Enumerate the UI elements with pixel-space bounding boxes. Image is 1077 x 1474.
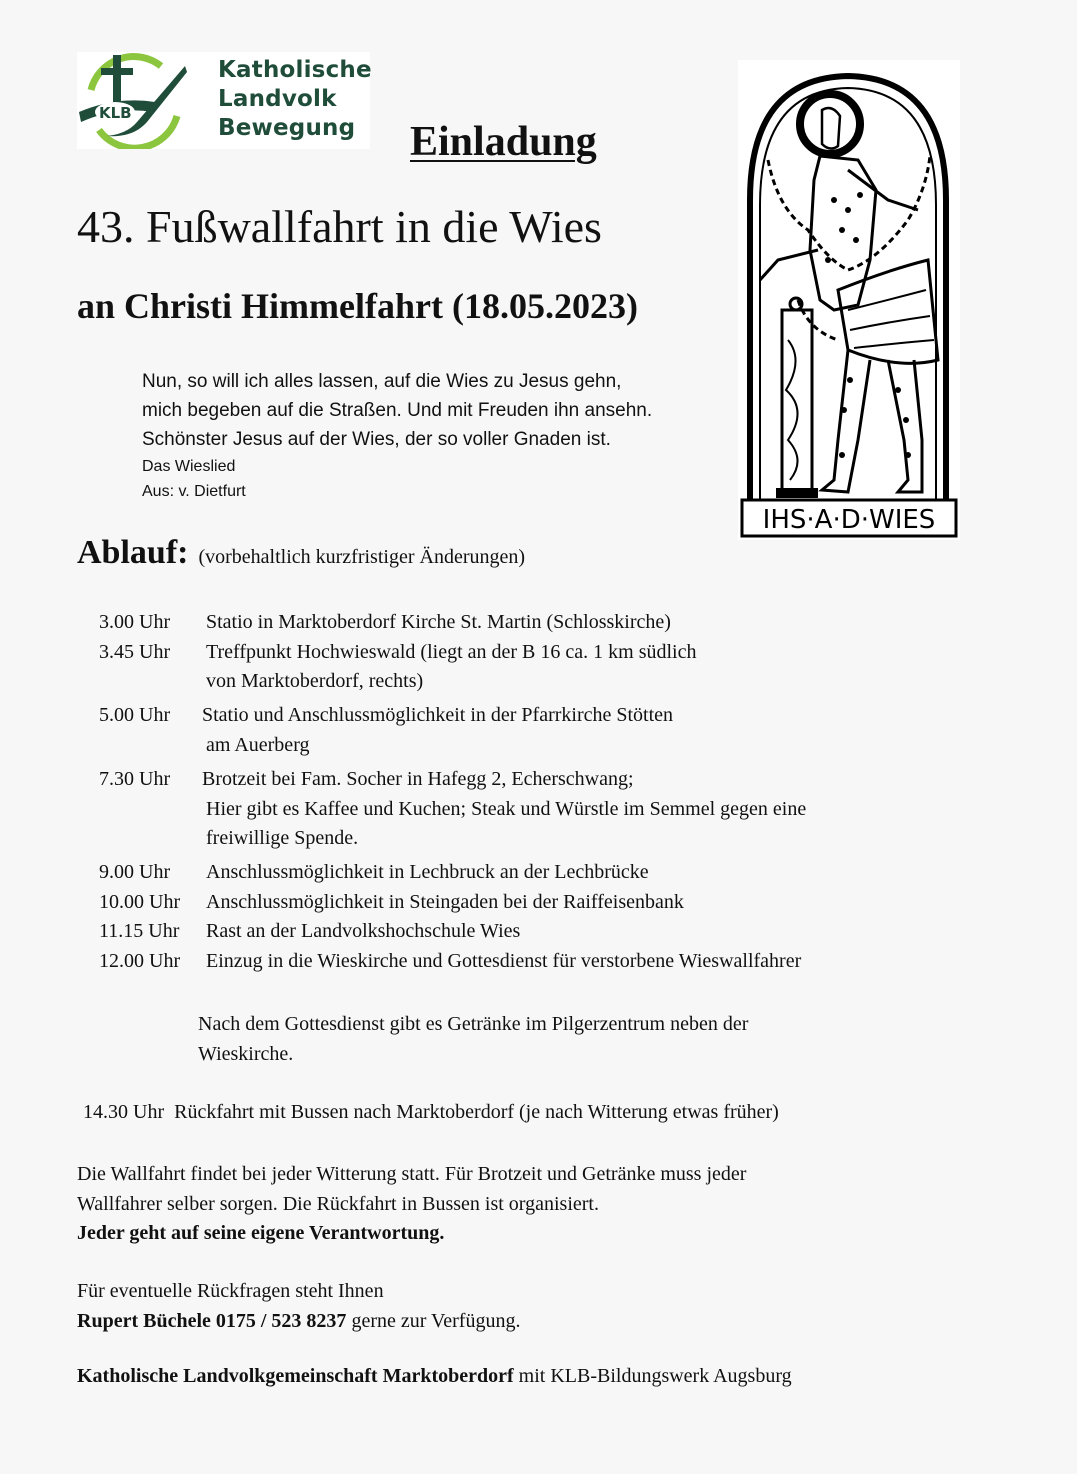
info-line: Wallfahrer selber sorgen. Die Rückfahrt in Bussen ist organisiert.: [77, 1192, 599, 1215]
schedule-title: Ablauf:: [77, 534, 189, 571]
after-mass-line: Wieskirche.: [198, 1043, 294, 1065]
schedule-desc: [202, 765, 806, 854]
page-subtitle: an Christi Himmelfahrt (18.05.2023): [77, 286, 638, 326]
invitation-heading: Einladung: [410, 119, 597, 165]
schedule-desc-line: Einzug in die Wieskirche und Gottesdienst für verstorbene Wieswallfahrer: [206, 949, 802, 972]
after-mass-note: [198, 1009, 748, 1069]
klb-logo: [77, 52, 370, 149]
schedule-desc-line: Anschlussmöglichkeit in Lechbruck an der Lechbrücke: [206, 861, 649, 883]
schedule-time: 10.00 Uhr: [99, 890, 181, 913]
logo-wordmark: [218, 56, 372, 143]
return-time: 14.30 Uhr: [83, 1101, 165, 1123]
logo-line: Katholische: [218, 57, 372, 83]
schedule-desc-line: Statio und Anschlussmöglichkeit in der Pfarrkirche Stötten: [202, 704, 674, 726]
quote-origin: Aus: v. Dietfurt: [142, 483, 246, 500]
contact-rest: gerne zur Verfügung.: [346, 1309, 521, 1332]
quote-line: Schönster Jesus auf der Wies, der so voller Gnaden ist.: [142, 429, 611, 450]
responsibility-note: Jeder geht auf seine eigene Verantwortung.: [77, 1222, 445, 1244]
contact-person: Rupert Büchele 0175 / 523 8237: [77, 1309, 347, 1332]
logo-badge: KLB: [99, 104, 132, 122]
schedule-note: (vorbehaltlich kurzfristiger Änderungen): [198, 546, 526, 568]
schedule-desc-line: Statio in Marktoberdorf Kirche St. Martin (Schlosskirche): [206, 611, 671, 633]
schedule-desc-line: am Auerberg: [206, 733, 310, 756]
schedule-desc: [206, 888, 684, 918]
logo-line: Landvolk: [218, 86, 337, 112]
return-trip: [83, 1101, 779, 1124]
image-caption: IHS·A·D·WIES: [762, 505, 936, 535]
schedule-time: 9.00 Uhr: [99, 861, 171, 883]
schedule-desc-line: von Marktoberdorf, rechts): [206, 670, 424, 692]
schedule-time: 5.00 Uhr: [99, 704, 171, 726]
schedule-time: 3.00 Uhr: [99, 611, 171, 633]
organizer-name: Katholische Landvolkgemeinschaft Marktoberdorf: [77, 1365, 514, 1387]
schedule-time: 7.30 Uhr: [99, 768, 171, 790]
logo-line: Bewegung: [218, 115, 356, 141]
hymn-quote: [142, 367, 652, 504]
schedule-desc: [206, 917, 520, 947]
schedule-desc: [202, 701, 673, 760]
organizer-rest: mit KLB-Bildungswerk Augsburg: [513, 1365, 792, 1387]
page-title: 43. Fußwallfahrt in die Wies: [77, 201, 602, 252]
organizer-footer: [77, 1365, 792, 1388]
contact-intro: Für eventuelle Rückfragen steht Ihnen: [77, 1280, 384, 1302]
klb-emblem-icon: [77, 52, 197, 149]
schedule-desc-line: freiwillige Spende.: [206, 827, 359, 849]
schedule-heading: [77, 534, 525, 572]
schedule-desc: [206, 947, 801, 977]
schedule-list: [99, 608, 999, 978]
schedule-desc-line: Rast an der Landvolkshochschule Wies: [206, 920, 521, 942]
schedule-desc: [206, 608, 671, 638]
quote-line: mich begeben auf die Straßen. Und mit Freuden ihn ansehn.: [142, 400, 653, 421]
scourged-christ-woodcut-icon: [738, 60, 960, 540]
quote-line: Nun, so will ich alles lassen, auf die Wies zu Jesus gehn,: [142, 371, 622, 392]
schedule-time: 3.45 Uhr: [99, 640, 171, 663]
schedule-time: 12.00 Uhr: [99, 949, 181, 972]
schedule-desc-line: Treffpunkt Hochwieswald (liegt an der B 16 ca. 1 km südlich: [206, 640, 697, 663]
schedule-time: 11.15 Uhr: [99, 920, 180, 942]
contact-info: [77, 1277, 520, 1336]
info-line: Die Wallfahrt findet bei jeder Witterung statt. Für Brotzeit und Getränke muss jeder: [77, 1163, 747, 1185]
schedule-desc: [206, 638, 696, 697]
schedule-desc-line: Brotzeit bei Fam. Socher in Hafegg 2, Echerschwang;: [202, 768, 634, 790]
after-mass-line: Nach dem Gottesdienst gibt es Getränke im Pilgerzentrum neben der: [198, 1013, 749, 1035]
quote-source: Das Wieslied: [142, 458, 236, 475]
return-text: Rückfahrt mit Bussen nach Marktoberdorf (je nach Witterung etwas früher): [174, 1101, 779, 1123]
general-info: [77, 1160, 746, 1249]
schedule-desc: [206, 858, 649, 888]
schedule-desc-line: Anschlussmöglichkeit in Steingaden bei der Raiffeisenbank: [206, 890, 684, 913]
schedule-desc-line: Hier gibt es Kaffee und Kuchen; Steak und Würstle im Semmel gegen eine: [206, 797, 807, 820]
